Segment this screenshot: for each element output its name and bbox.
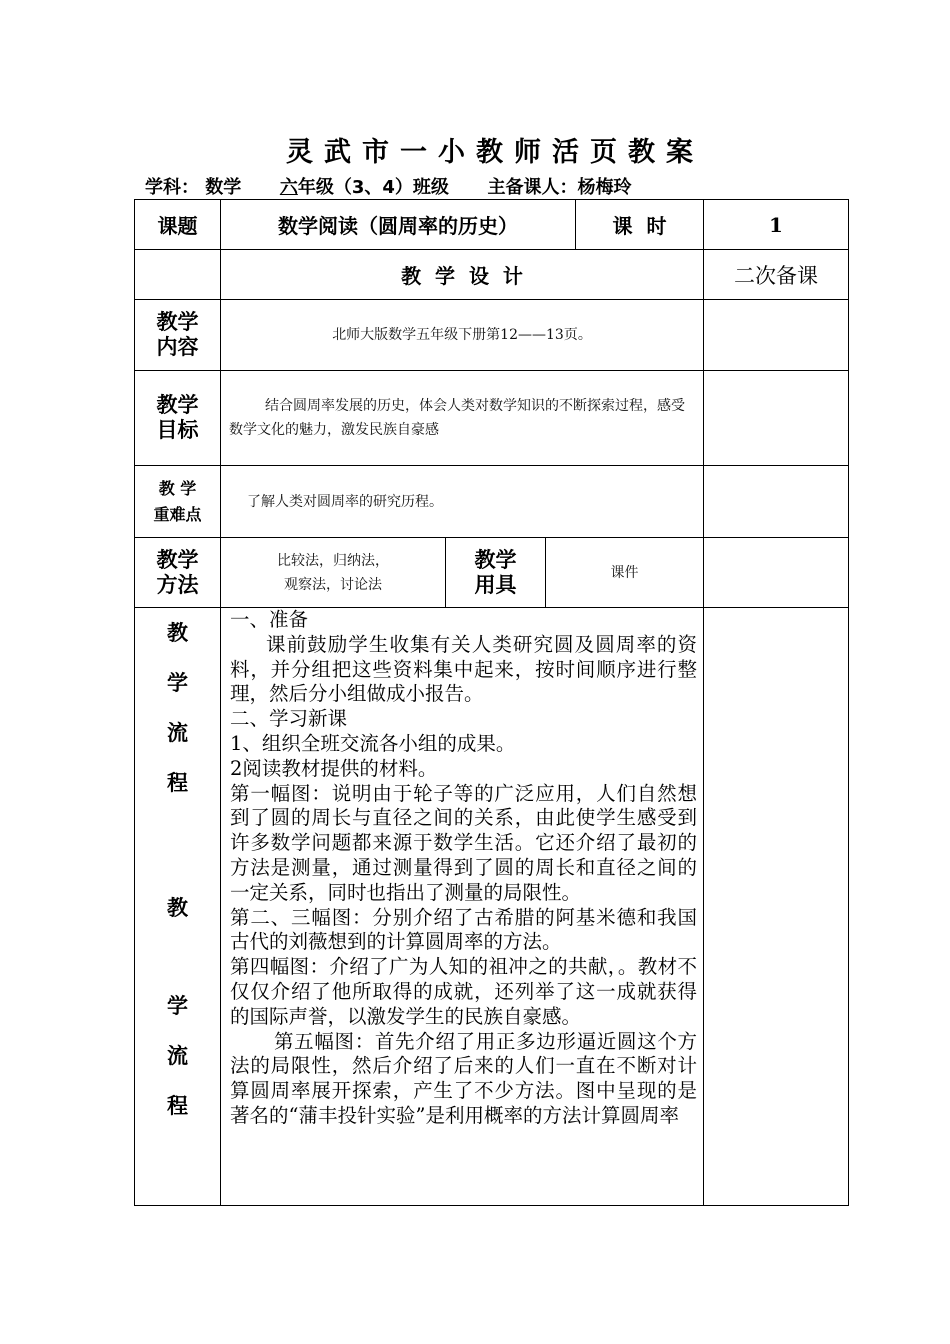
grade-prefix: 六 (279, 177, 298, 198)
flow-label-char: 流 (167, 721, 188, 745)
flow-label-char: 学 (167, 671, 188, 695)
design-label: 教 学 设 计 (221, 250, 704, 300)
row-method (135, 538, 849, 608)
method-label: 教学 方法 (135, 538, 221, 608)
flow-paragraph: 一、准备 (230, 608, 309, 631)
flow-paragraph: 2阅读教材提供的材料。 (230, 756, 438, 780)
topic-value: 数学阅读（圆周率的历史） (221, 200, 576, 250)
row-topic (135, 200, 849, 250)
difficulty-value: 了解人类对圆周率的研究历程。 (221, 466, 704, 538)
flow-paragraph: 二、学习新课 (230, 707, 348, 731)
subject-label: 学科： (145, 177, 199, 198)
flow-label (135, 608, 221, 1206)
goal-label: 教学 目标 (135, 371, 221, 466)
flow-content (221, 608, 704, 1206)
blank-cell (135, 250, 221, 300)
flow-paragraph: 第一幅图：说明由于轮子等的广泛应用，人们自然想到了圆的周长与直径之间的关系，由此使学生感受到许多数学问题都来源于数学生活。它还介绍了最初的方法是测量，通过测量得到了圆的周长和直径之间的一定关系，同时也指出了测量的局限性。 (230, 781, 698, 904)
lesson-plan-table (134, 199, 849, 1206)
flow-label-char: 教 (167, 896, 188, 920)
method-secondary-cell (704, 538, 849, 608)
flow-label-char: 程 (167, 771, 188, 795)
grade-text: 年级（3、4） (297, 177, 413, 198)
tools-value: 课件 (546, 538, 704, 608)
method-value-line-2: 观察法，讨论法 (284, 576, 382, 593)
content-label: 教学 内容 (135, 300, 221, 371)
flow-label-char: 程 (167, 1094, 188, 1118)
goal-value: 结合圆周率发展的历史，体会人类对数学知识的不断探索过程，感受数学文化的魅力，激发民族自豪感 (221, 371, 704, 466)
flow-paragraph: 第五幅图：首先介绍了用正多边形逼近圆这个方法的局限性，然后介绍了后来的人们一直在不断对计算圆周率展开探索，产生了不少方法。图中呈现的是著名的“蒲丰投针实验”是利用概率的方法计算圆周率 (230, 1029, 698, 1127)
flow-secondary-cell (704, 608, 849, 1206)
secondary-prep-label: 二次备课 (704, 250, 849, 300)
content-secondary-cell (704, 300, 849, 371)
content-value: 北师大版数学五年级下册第12——13页。 (221, 300, 704, 371)
tools-label: 教学 用具 (446, 538, 546, 608)
flow-paragraph: 1、组织全班交流各小组的成果。 (230, 731, 516, 755)
document-header-line (145, 173, 785, 199)
grade-suffix: 班级 (412, 177, 449, 198)
document-title: 灵武市一小教师活页教案 (286, 137, 704, 168)
method-value-line-1: 比较法，归纳法， (277, 552, 389, 569)
hours-value: 1 (704, 200, 849, 250)
flow-label-char: 流 (167, 1044, 188, 1068)
flow-label-char: 教 (167, 621, 188, 645)
flow-paragraph: 第二、三幅图：分别介绍了古希腊的阿基米德和我国古代的刘薇想到的计算圆周率的方法。 (230, 905, 698, 954)
teacher-label: 主备课人：杨梅玲 (487, 177, 632, 198)
goal-secondary-cell (704, 371, 849, 466)
topic-label: 课题 (135, 200, 221, 250)
flow-paragraph: 第四幅图：介绍了广为人知的祖冲之的共献，。教材不仅仅介绍了他所取得的成就，还列举了这一成就获得的国际声誉，以激发学生的民族自豪感。 (230, 955, 698, 1028)
row-goal (135, 371, 849, 466)
difficulty-label: 教 学 重难点 (135, 466, 221, 538)
row-content (135, 300, 849, 371)
flow-label-char: 学 (167, 994, 188, 1018)
difficulty-secondary-cell (704, 466, 849, 538)
hours-label: 课 时 (576, 200, 704, 250)
row-teaching-flow (135, 608, 849, 1206)
flow-paragraph: 课前鼓励学生收集有关人类研究圆及圆周率的资料，并分组把这些资料集中起来，按时间顺序进行整理，然后分小组做成小报告。 (230, 632, 698, 706)
row-difficulty (135, 466, 849, 538)
subject-value: 数学 (205, 177, 242, 198)
row-design-header (135, 250, 849, 300)
method-value (221, 538, 446, 608)
